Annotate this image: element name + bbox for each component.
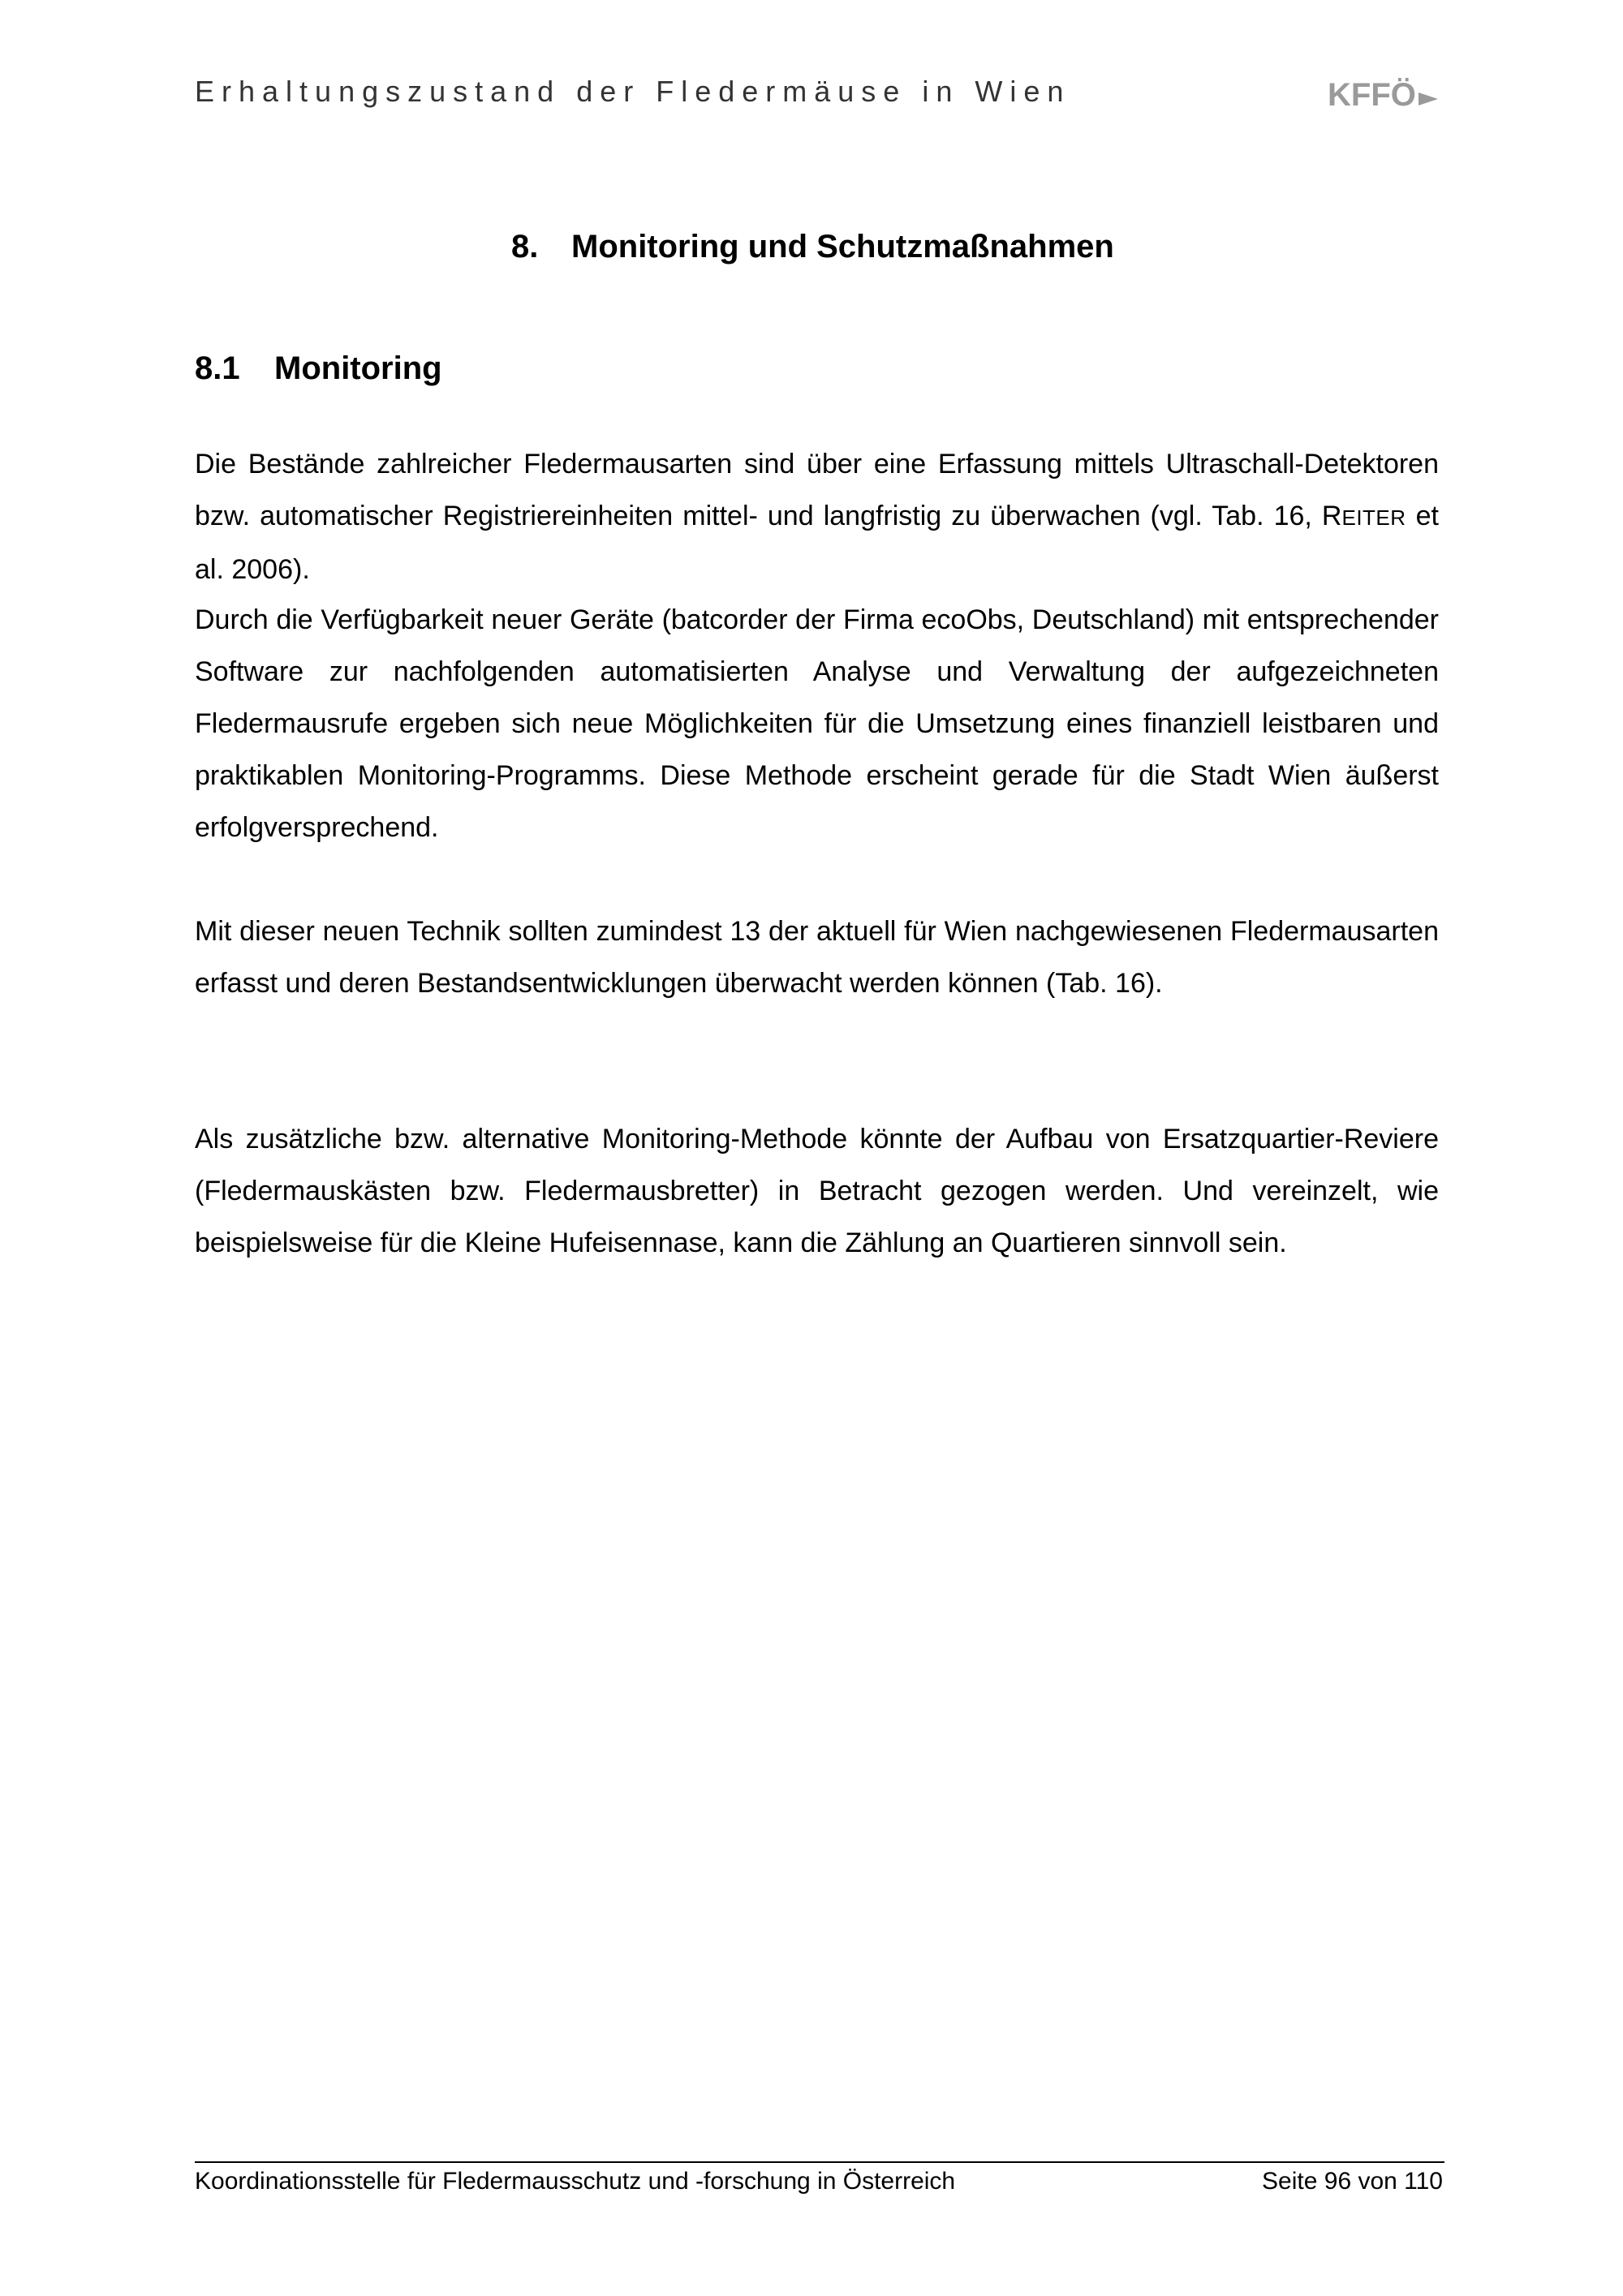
footer-divider [195, 2161, 1444, 2163]
kffoe-logo [1328, 75, 1444, 112]
paragraph-2: Durch die Verfügbarkeit neuer Geräte (batcorder der Firma ecoObs, Deutschland) mit entsprechender Software zur nachfolgenden automatisierten Analyse und Verwaltung der aufgezeichneten Fledermausrufe ergeben sich neue Möglichkeiten für die Umsetzung eines finanziell leistbaren und praktikablen Monitoring-Programms. Diese Methode erscheint gerade für die Stadt Wien äußerst erfolgversprechend. [195, 604, 1439, 843]
footer-organization: Koordinationsstelle für Fledermausschutz und -forschung in Österreich [195, 2168, 956, 2195]
author-name-smallcaps: EITER [1341, 505, 1406, 530]
paragraph-1-text: Die Bestände zahlreicher Fledermausarten sind über eine Erfassung mittels Ultraschall-Detektoren bzw. automatischer Registriereinheiten mittel- und langfristig zu überwachen (vgl. Tab. 16, [195, 449, 1439, 531]
chapter-heading [511, 229, 1114, 265]
section-heading [195, 350, 442, 387]
section-number: 8.1 [195, 350, 240, 386]
paragraph-1-citation-end: et al. 2006). [195, 501, 1439, 585]
paragraph-4: Als zusätzliche bzw. alternative Monitoring-Methode könnte der Aufbau von Ersatzquartier-Reviere (Fledermauskästen bzw. Fledermausbretter) in Betracht gezogen werden. Und vereinzelt, wie beispielsweise für die Kleine Hufeisennase, kann die Zählung an Quartieren sinnvoll sein. [195, 1124, 1439, 1258]
section-title-text: Monitoring [274, 350, 442, 386]
chapter-title-text: Monitoring und Schutzmaßnahmen [571, 229, 1114, 264]
logo-lettering: KFFÖ [1328, 77, 1416, 112]
author-initial: R [1321, 501, 1342, 531]
paragraph-3: Mit dieser neuen Technik sollten zumindest 13 der aktuell für Wien nachgewiesenen Fledermausarten erfasst und deren Bestandsentwicklungen überwacht werden können (Tab. 16). [195, 916, 1439, 999]
kffoe-logo-graphic [1328, 75, 1441, 112]
chapter-number: 8. [511, 229, 539, 264]
footer-page-number: Seite 96 von 110 [1262, 2168, 1443, 2195]
paragraph-1 [195, 438, 1439, 595]
logo-arrow-icon [1419, 92, 1438, 105]
running-header-title: Erhaltungszustand der Fledermäuse in Wien [195, 75, 1071, 108]
